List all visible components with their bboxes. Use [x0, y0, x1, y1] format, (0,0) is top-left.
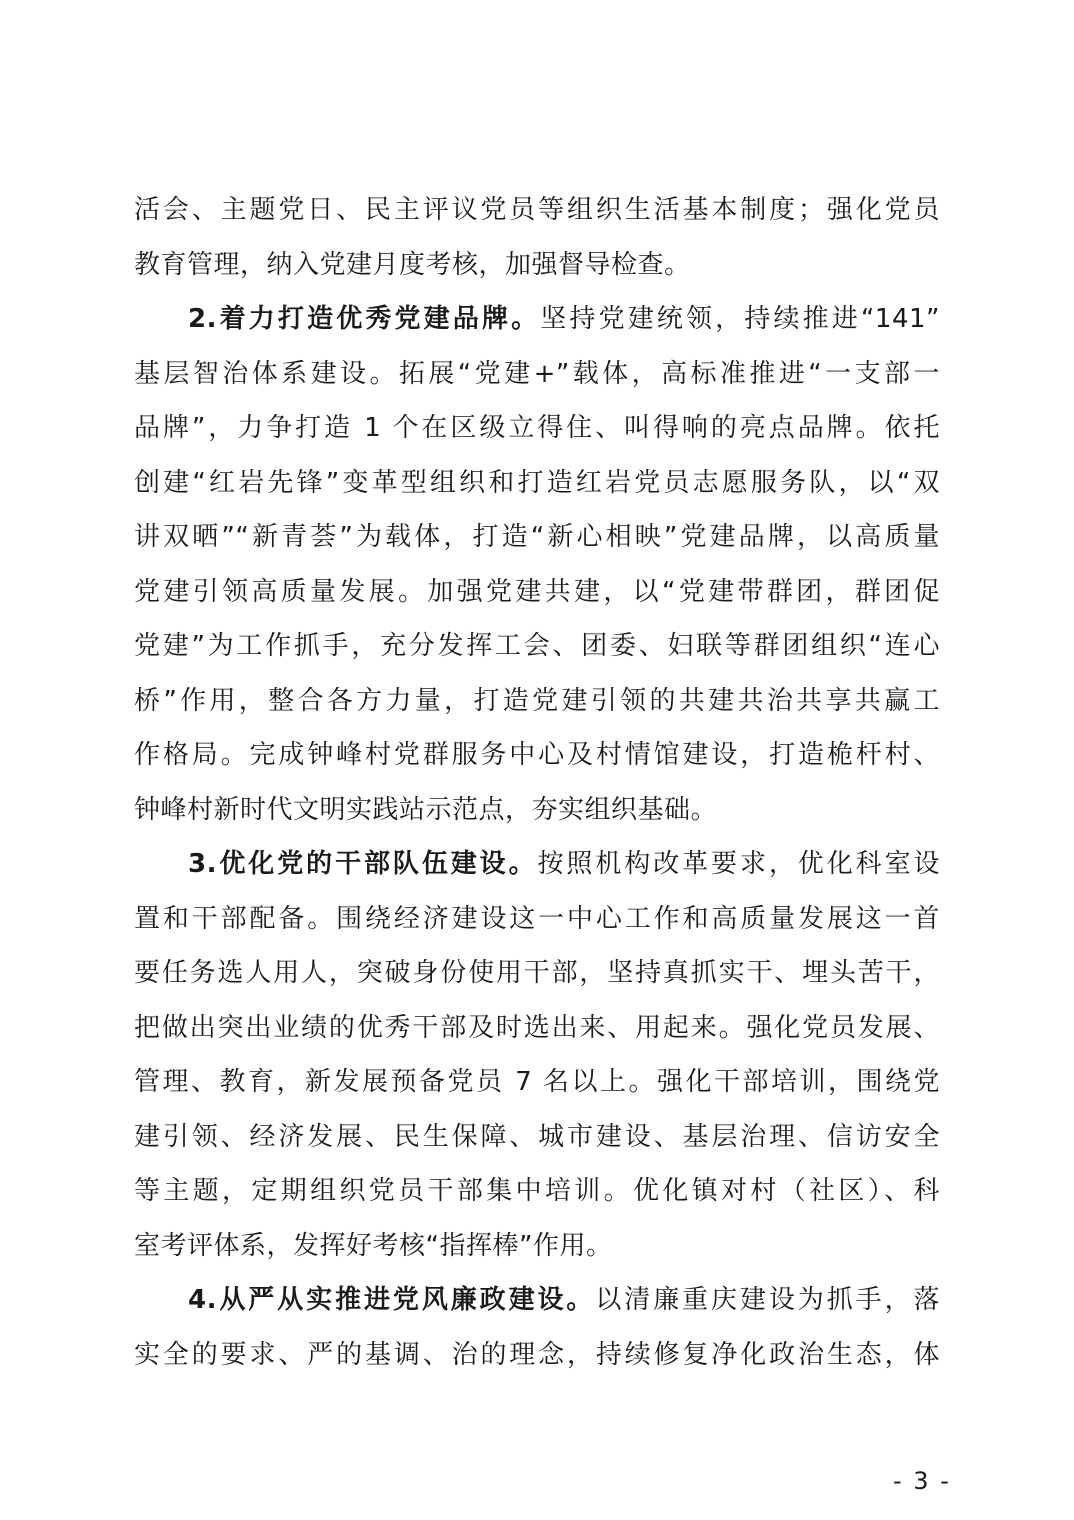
section-heading: 4.从严从实推进党风廉政建设。 [188, 1285, 596, 1315]
text-line [134, 1328, 940, 1383]
text-line [134, 892, 940, 947]
line-text: 室考评体系，发挥好考核“指挥棒”作用。 [134, 1230, 613, 1261]
line-text: 把做出突出业绩的优秀干部及时选出来、用起来。强化党员发展、 [134, 1012, 940, 1043]
text-line [134, 456, 940, 511]
line-text: 桥”作用，整合各方力量，打造党建引领的共建共治共享共赢工 [134, 685, 940, 716]
line-text: 创建“红岩先锋”变革型组织和打造红岩党员志愿服务队，以“双 [134, 467, 940, 498]
line-text: 作格局。完成钟峰村党群服务中心及村情馆建设，打造桅杆村、 [134, 740, 940, 770]
section-heading: 3.优化党的干部队伍建设。 [188, 849, 538, 879]
text-line [134, 401, 940, 456]
text-line [134, 510, 940, 565]
line-text: 品牌”，力争打造 1 个在区级立得住、叫得响的亮点品牌。依托 [134, 413, 940, 443]
line-text: 建引领、经济发展、民生保障、城市建设、基层治理、信访安全 [134, 1121, 940, 1152]
line-text: 教育管理，纳入党建月度考核，加强督导检查。 [134, 249, 691, 280]
line-text: 钟峰村新时代文明实践站示范点，夯实组织基础。 [134, 794, 718, 825]
line-text: 以清廉重庆建设为抓手，落 [595, 1285, 940, 1315]
text-line [134, 238, 940, 293]
line-text: 党建引领高质量发展。加强党建共建，以“党建带群团，群团促 [134, 576, 940, 607]
line-text: 置和干部配备。围绕经济建设这一中心工作和高质量发展这一首 [134, 903, 940, 934]
line-text: 实全的要求、严的基调、治的理念，持续修复净化政治生态，体 [134, 1339, 940, 1370]
text-line [134, 1219, 940, 1274]
line-text: 等主题，定期组织党员干部集中培训。优化镇对村（社区）、科 [134, 1176, 940, 1206]
text-line [134, 1110, 940, 1165]
text-line [134, 674, 940, 729]
line-text: 活会、主题党日、民主评议党员等组织生活基本制度；强化党员 [134, 195, 940, 225]
line-text: 讲双晒”“新青荟”为载体，打造“新心相映”党建品牌，以高质量 [134, 522, 940, 552]
line-text: 坚持党建统领，持续推进“141” [540, 304, 940, 334]
text-line [134, 1001, 940, 1056]
line-text: 党建”为工作抓手，充分发挥工会、团委、妇联等群团组织“连心 [134, 631, 940, 661]
paragraph-heading-line [134, 1273, 940, 1328]
text-line [134, 728, 940, 783]
text-line [134, 946, 940, 1001]
text-line [134, 183, 940, 238]
line-text: 按照机构改革要求，优化科室设 [537, 849, 940, 879]
text-line [134, 565, 940, 620]
section-heading: 2.着力打造优秀党建品牌。 [188, 304, 541, 334]
paragraph-heading-line [134, 837, 940, 892]
body-text [134, 183, 940, 1382]
page-number: - 3 - [893, 1467, 951, 1495]
text-line [134, 1164, 940, 1219]
text-line [134, 783, 940, 838]
paragraph-heading-line [134, 292, 940, 347]
line-text: 管理、教育，新发展预备党员 7 名以上。强化干部培训，围绕党 [134, 1067, 940, 1097]
text-line [134, 619, 940, 674]
text-line [134, 347, 940, 402]
text-line [134, 1055, 940, 1110]
line-text: 要任务选人用人，突破身份使用干部，坚持真抓实干、埋头苦干， [134, 958, 940, 988]
line-text: 基层智治体系建设。拓展“党建+”载体，高标准推进“一支部一 [134, 358, 940, 389]
